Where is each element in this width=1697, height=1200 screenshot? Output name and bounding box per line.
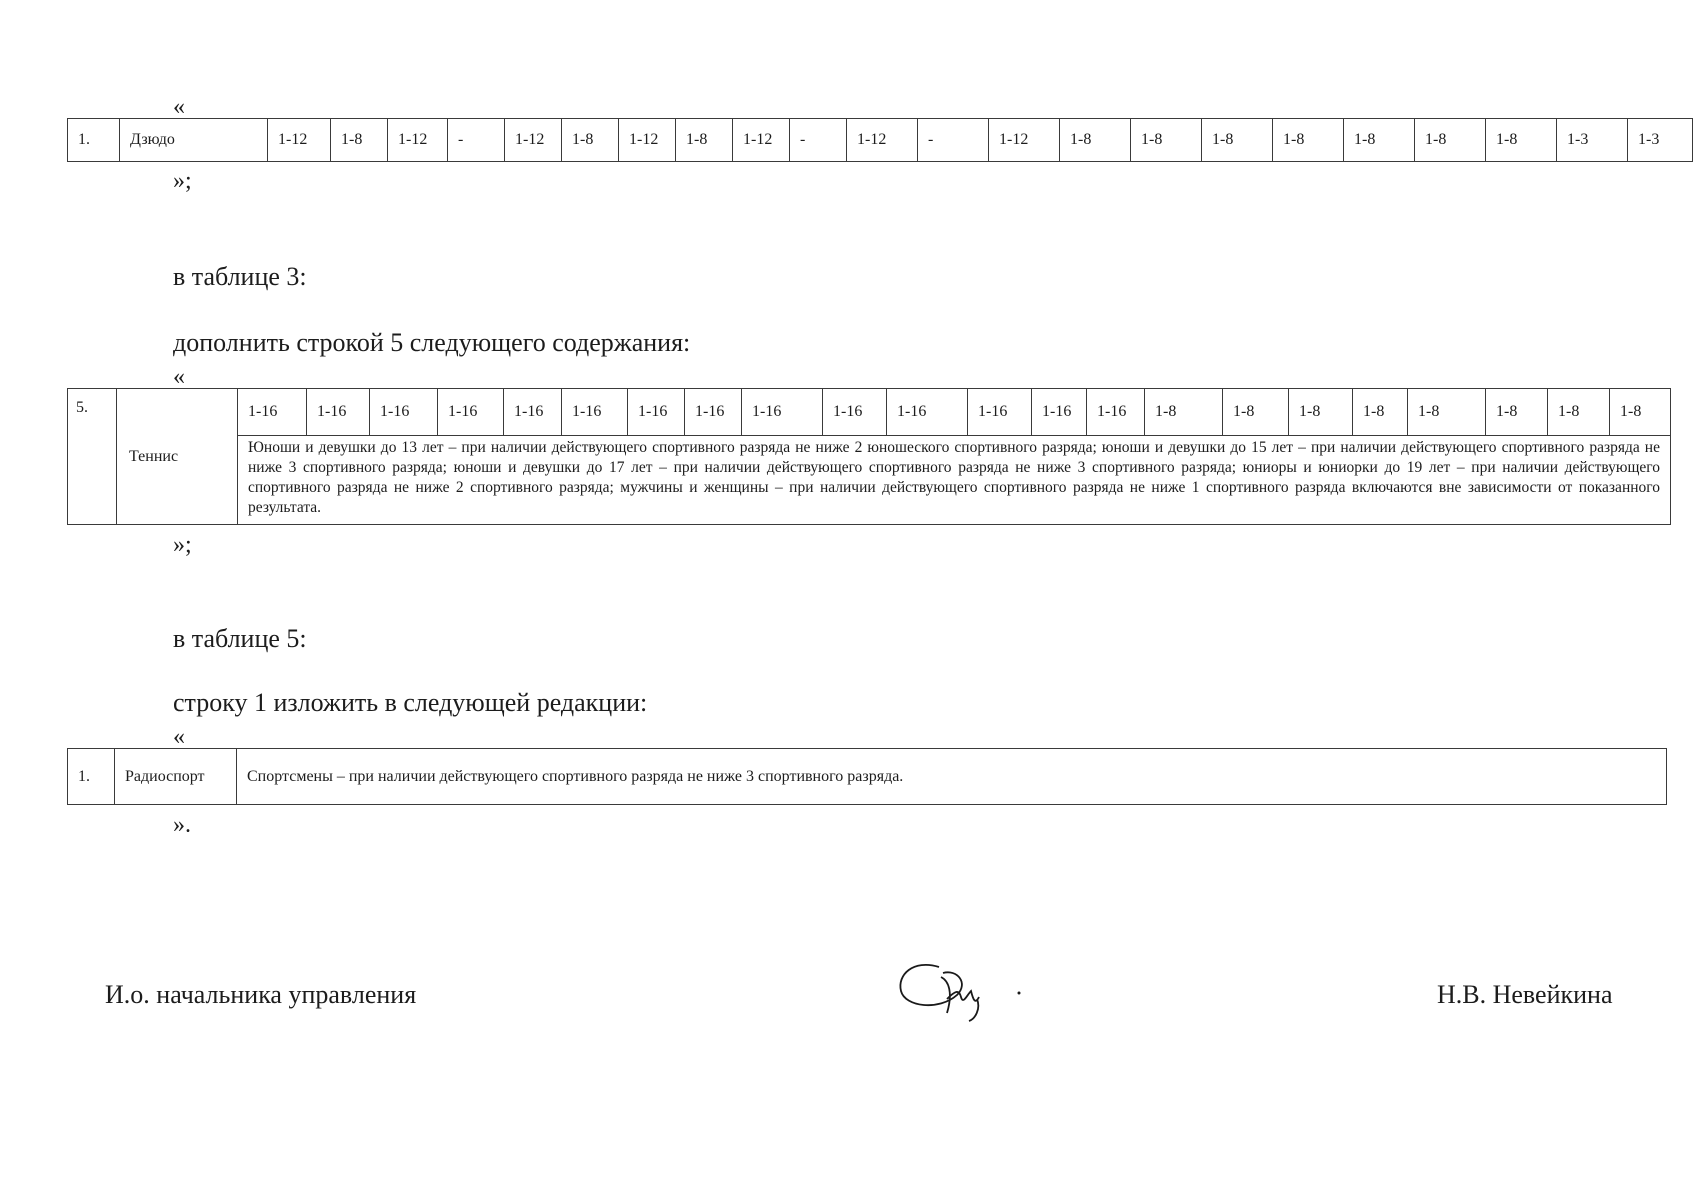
value-cell: 1-3 (1557, 119, 1628, 162)
value-cell: 1-8 (1408, 389, 1486, 436)
value-cell: 1-8 (1060, 119, 1131, 162)
value-cell: 1-12 (989, 119, 1060, 162)
row-number: 1. (68, 749, 115, 805)
value-cell: 1-16 (562, 389, 628, 436)
value-cell: 1-16 (504, 389, 562, 436)
value-cell: 1-16 (438, 389, 504, 436)
table-row (68, 749, 1667, 805)
value-cell: 1-3 (1628, 119, 1693, 162)
value-cell: 1-16 (1087, 389, 1145, 436)
table5-instruction: строку 1 изложить в следующей редакции: (173, 688, 648, 717)
value-cell: - (790, 119, 847, 162)
value-cell: 1-8 (1353, 389, 1408, 436)
value-cell: 1-8 (1486, 389, 1548, 436)
table-row (68, 436, 1671, 525)
value-cell: 1-12 (388, 119, 448, 162)
radio-table (67, 748, 1667, 805)
open-quote-3: « (173, 724, 185, 750)
value-cell: 1-8 (1273, 119, 1344, 162)
value-cell: 1-16 (742, 389, 823, 436)
radio-text: Спортсмены – при наличии действующего спортивного разряда не ниже 3 спортивного разряда. (237, 749, 1667, 805)
value-cell: 1-16 (628, 389, 685, 436)
value-cell: 1-16 (1032, 389, 1087, 436)
value-cell: 1-12 (619, 119, 676, 162)
value-cell: 1-16 (823, 389, 887, 436)
value-cell: 1-8 (1610, 389, 1671, 436)
value-cell: 1-8 (1548, 389, 1610, 436)
sport-name: Радиоспорт (115, 749, 237, 805)
row-number: 5. (68, 389, 117, 525)
table3-instruction: дополнить строкой 5 следующего содержания: (173, 328, 691, 357)
value-cell: - (448, 119, 505, 162)
value-cell: - (918, 119, 989, 162)
value-cell: 1-12 (505, 119, 562, 162)
value-cell: 1-8 (1289, 389, 1353, 436)
value-cell: 1-8 (1344, 119, 1415, 162)
value-cell: 1-8 (676, 119, 733, 162)
judo-table (67, 118, 1693, 162)
value-cell: 1-8 (562, 119, 619, 162)
value-cell: 1-12 (268, 119, 331, 162)
value-cell: 1-8 (331, 119, 388, 162)
close-quote-1: »; (173, 168, 192, 194)
value-cell: 1-16 (887, 389, 968, 436)
value-cell: 1-8 (1415, 119, 1486, 162)
signature-mark (895, 955, 1025, 1025)
close-quote-3: ». (173, 812, 191, 838)
value-cell: 1-16 (685, 389, 742, 436)
value-cell: 1-12 (847, 119, 918, 162)
sport-name: Дзюдо (120, 119, 268, 162)
value-cell: 1-8 (1131, 119, 1202, 162)
value-cell: 1-16 (968, 389, 1032, 436)
tennis-note: Юноши и девушки до 13 лет – при наличии действующего спортивного разряда не ниже 2 юношеского спортивного разряда; юноши и девушки до 15 лет – при наличии действующего спортивного разряда не ниже 3 спортивного разряда; юноши и девушки до 17 лет – при наличии действующего спортивного разряда не ниже 3 спортивного разряда; юниоры и юниорки до 19 лет – при наличии действующего спортивного разряда не ниже 2 спортивного разряда; мужчины и женщины – при наличии действующего спортивного разряда не ниже 1 спортивного разряда включаются вне зависимости от показанного результата. (238, 436, 1671, 525)
sport-name: Теннис (117, 389, 238, 525)
value-cell: 1-8 (1486, 119, 1557, 162)
table-row (68, 389, 1671, 436)
open-quote-1: « (173, 94, 185, 120)
value-cell: 1-8 (1145, 389, 1223, 436)
value-cell: 1-16 (307, 389, 370, 436)
value-cell: 1-8 (1202, 119, 1273, 162)
row-number: 1. (68, 119, 120, 162)
table3-heading: в таблице 3: (173, 262, 307, 291)
value-cell: 1-16 (370, 389, 438, 436)
value-cell: 1-12 (733, 119, 790, 162)
signatory-name: Н.В. Невейкина (1437, 980, 1613, 1009)
value-cell: 1-8 (1223, 389, 1289, 436)
table-row (68, 119, 1693, 162)
signatory-position: И.о. начальника управления (105, 980, 417, 1009)
close-quote-2: »; (173, 532, 192, 558)
open-quote-2: « (173, 364, 185, 390)
value-cell: 1-16 (238, 389, 307, 436)
tennis-table (67, 388, 1671, 525)
table5-heading: в таблице 5: (173, 624, 307, 653)
